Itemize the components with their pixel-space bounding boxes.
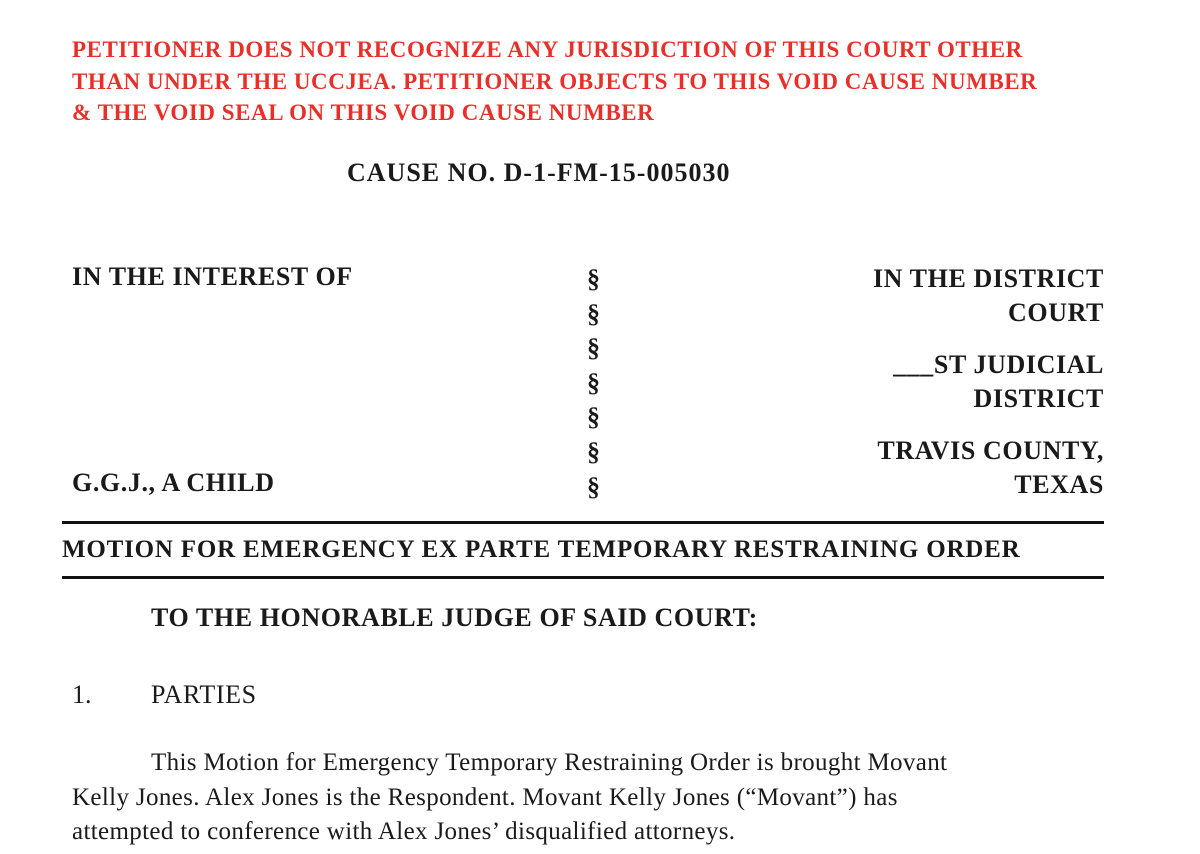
jurisdiction-objection-notice [72,34,1112,129]
section-symbol-column [587,262,611,504]
case-style-child: G.G.J., A CHILD [72,468,275,497]
paragraph-line: This Motion for Emergency Temporary Restraining Order is brought Movant [151,749,948,776]
case-style-interest-of: IN THE INTEREST OF [72,262,353,291]
section-number: 1. [72,680,92,709]
section-symbol: § [587,436,600,466]
title-bottom-divider [62,576,1104,579]
court-line: COURT [1008,298,1104,327]
section-symbol: § [587,367,600,397]
paragraph-line: Kelly Jones. Alex Jones is the Respondent. Movant Kelly Jones (“Movant”) has [72,783,898,811]
county-line: TRAVIS COUNTY, [877,436,1104,465]
district-line: ___ST JUDICIAL [893,350,1104,379]
section-symbol: § [587,298,600,328]
district-line: DISTRICT [973,384,1104,413]
section-symbol: § [587,333,600,363]
section-symbol: § [587,471,600,501]
notice-line: THAN UNDER THE UCCJEA. PETITIONER OBJECTS TO THIS VOID CAUSE NUMBER [72,68,1038,94]
section-symbol: § [587,264,600,293]
case-style-court [873,262,1104,330]
paragraph-line: attempted to conference with Alex Jones’ disqualified attorneys. [72,818,736,845]
salutation: TO THE HONORABLE JUDGE OF SAID COURT: [151,603,758,632]
case-style-county [877,434,1104,502]
motion-title: MOTION FOR EMERGENCY EX PARTE TEMPORARY RESTRAINING ORDER [62,536,1021,563]
cause-number: CAUSE NO. D-1-FM-15-005030 [347,158,731,187]
county-line: TEXAS [1014,470,1104,499]
section-heading: PARTIES [151,680,257,709]
court-line: IN THE DISTRICT [872,264,1104,293]
title-top-divider [62,521,1104,524]
notice-line: & THE VOID SEAL ON THIS VOID CAUSE NUMBER [72,100,655,125]
parties-paragraph [72,746,1112,850]
case-style-judicial-district [893,348,1104,416]
notice-line: PETITIONER DOES NOT RECOGNIZE ANY JURISDICTION OF THIS COURT OTHER [72,37,1023,62]
section-symbol: § [587,402,600,432]
